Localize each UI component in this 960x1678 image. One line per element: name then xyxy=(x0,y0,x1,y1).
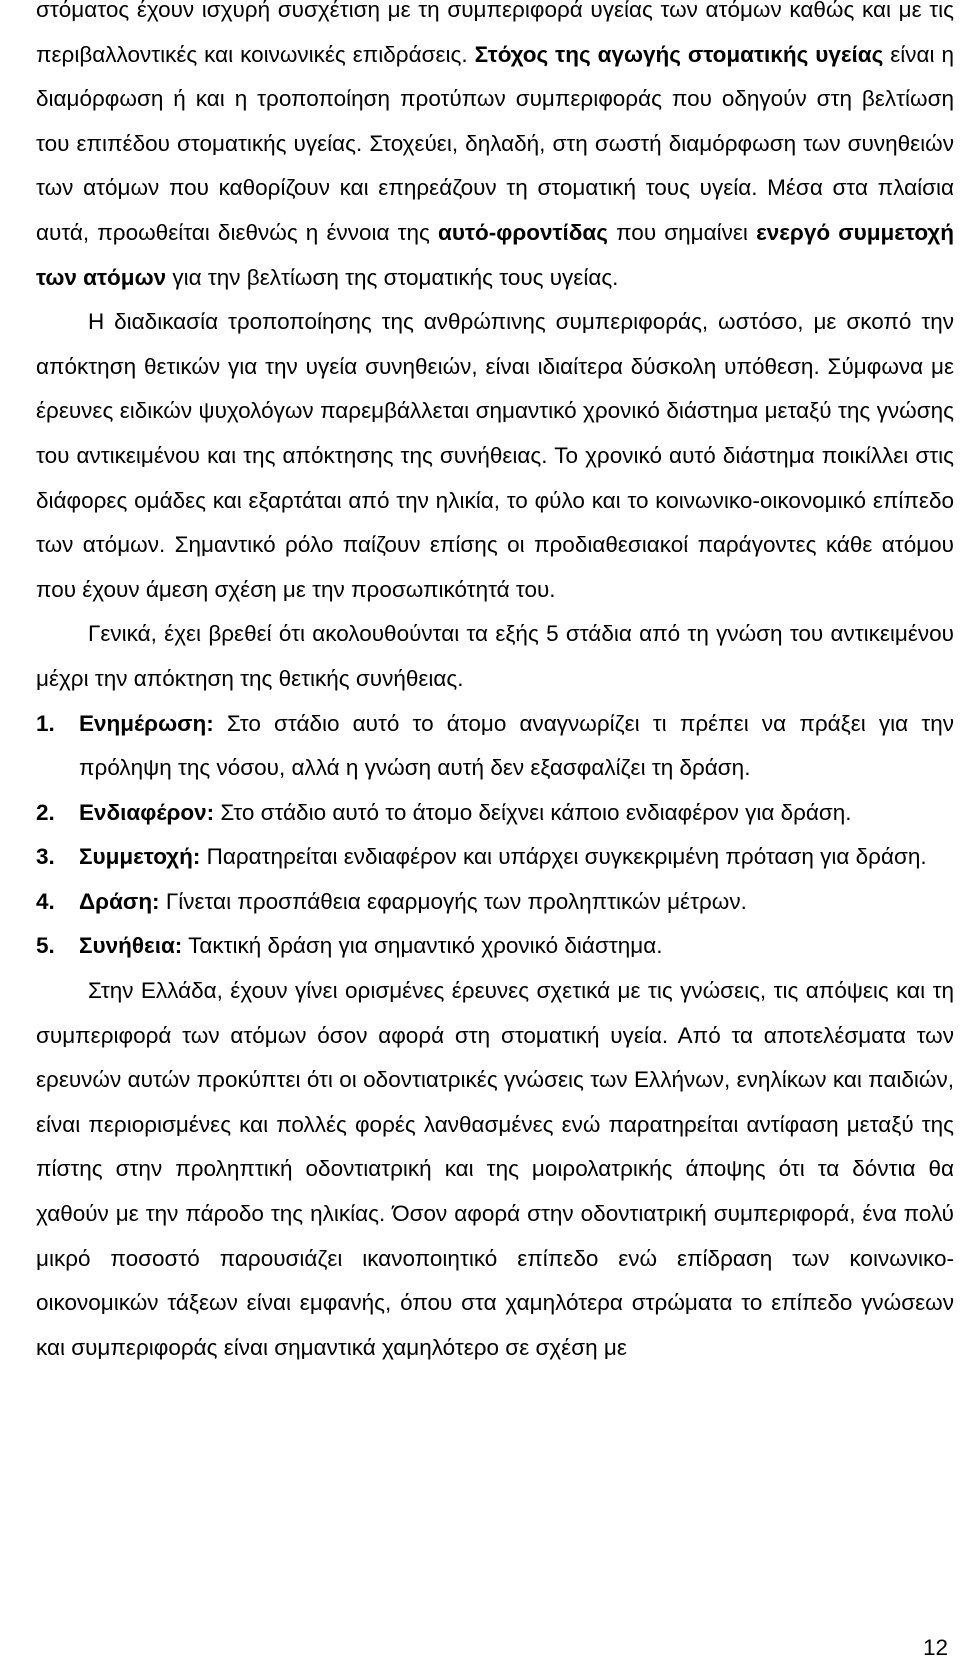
paragraph-behavior-modification: Η διαδικασία τροποποίησης της ανθρώπινης συμπεριφοράς, ωστόσο, με σκοπό την απόκτηση θετικών για την υγεία συνηθειών, είναι ιδιαίτερα δύσκολη υπόθεση. Σύμφωνα με έρευνες ειδικών ψυχολόγων παρεμβάλλεται σημαντικό χρονικό διάστημα μεταξύ της γνώσης του αντικειμένου και της απόκτησης της συνήθειας. Το χρονικό αυτό διάστημα ποικίλλει στις διάφορες ομάδες και εξαρτάται από την ηλικία, το φύλο και το κοινωνικο-οικονομικό επίπεδο των ατόμων. Σημαντικό ρόλο παίζουν επίσης οι προδιαθεσιακοί παράγοντες κάθε ατόμου που έχουν άμεση σχέση με την προσωπικότητά του. xyxy=(36,309,954,602)
list-item xyxy=(36,791,954,836)
list-description: Στο στάδιο αυτό το άτομο αναγνωρίζει τι πρέπει να πράξει για την πρόληψη της νόσου, αλλά η γνώση αυτή δεν εξασφαλίζει τη δράση. xyxy=(79,710,954,781)
list-description: Στο στάδιο αυτό το άτομο δείχνει κάποιο ενδιαφέρον για δράση. xyxy=(214,799,852,825)
page-number: 12 xyxy=(922,1635,948,1660)
list-item xyxy=(36,924,954,969)
list-item xyxy=(36,880,954,925)
list-description: Παρατηρείται ενδιαφέρον και υπάρχει συγκεκριμένη πρόταση για δράση. xyxy=(200,844,927,870)
list-number: 3. xyxy=(36,844,55,870)
list-term: Συμμετοχή: xyxy=(79,844,201,870)
paragraph-greece-research: Στην Ελλάδα, έχουν γίνει ορισμένες έρευνες σχετικά με τις γνώσεις, τις απόψεις και τη συμπεριφορά των ατόμων όσον αφορά στη στοματική υγεία. Από τα αποτελέσματα των ερευνών αυτών προκύπτει ότι οι οδοντιατρικές γνώσεις των Ελλήνων, ενηλίκων και παιδιών, είναι περιορισμένες και πολλές φορές λανθασμένες ενώ παρατηρείται αντίφαση μεταξύ της πίστης στην προληπτική οδοντιατρική και της μοιρολατρικής άποψης ότι τα δόντια θα χαθούν με την πάροδο της ηλικίας. Όσον αφορά στην οδοντιατρική συμπεριφορά, ένα πολύ μικρό ποσοστό παρουσιάζει ικανοποιητικό επίπεδο ενώ επίδραση των κοινωνικο-οικονομικών τάξεων είναι εμφανής, όπου στα χαμηλότερα στρώματα το επίπεδο γνώσεων και συμπεριφοράς είναι σημαντικά χαμηλότερο σε σχέση με xyxy=(36,978,954,1360)
list-number: 5. xyxy=(36,933,55,959)
list-term: Συνήθεια: xyxy=(79,933,183,959)
paragraph-stages-intro: Γενικά, έχει βρεθεί ότι ακολουθούνται τα εξής 5 στάδια από τη γνώση του αντικειμένου μέχρι την απόκτηση της θετικής συνήθειας. xyxy=(36,621,954,691)
list-item-text xyxy=(79,791,954,836)
bold-term-active-participation: ενεργό συμμετοχή των ατόμων xyxy=(36,219,954,290)
bold-term-oral-health-education-goal: Στόχος της αγωγής στοματικής υγείας xyxy=(474,41,884,67)
stages-list xyxy=(36,702,954,970)
list-number: 4. xyxy=(36,888,55,914)
list-item-text xyxy=(79,835,954,880)
paragraph-text: που σημαίνει xyxy=(607,219,757,245)
paragraph-text: είναι η διαμόρφωση ή και η τροποποίηση προτύπων συμπεριφοράς που οδηγούν στη βελτίωση του επιπέδου στοματικής υγείας. Στοχεύει, δηλαδή, στη σωστή διαμόρφωση των συνηθειών των ατόμων που καθορίζουν και επηρεάζουν τη στοματική τους υγεία. Μέσα στα πλαίσια αυτά, προωθείται διεθνώς η έννοια της xyxy=(36,41,954,245)
list-number: 2. xyxy=(36,799,55,825)
list-number: 1. xyxy=(36,710,55,736)
list-item xyxy=(36,702,954,791)
paragraph-oral-health-education-goal xyxy=(36,0,954,300)
document-page xyxy=(36,0,954,1370)
bold-term-self-care: αυτό-φροντίδας xyxy=(438,219,608,245)
list-item-text xyxy=(79,702,954,791)
paragraph-text: στόματος έχουν ισχυρή συσχέτιση με τη συμπεριφορά υγείας των ατόμων καθώς και με τις περιβαλλοντικές και κοινωνικές επιδράσεις. xyxy=(36,0,954,67)
list-item xyxy=(36,835,954,880)
list-term: Ενημέρωση: xyxy=(79,710,214,736)
list-description: Τακτική δράση για σημαντικό χρονικό διάστημα. xyxy=(182,933,663,959)
paragraph-text: για την βελτίωση της στοματικής τους υγείας. xyxy=(166,264,619,290)
list-term: Δράση: xyxy=(79,888,160,914)
list-item-text xyxy=(79,880,954,925)
list-item-text xyxy=(79,924,954,969)
list-description: Γίνεται προσπάθεια εφαρμογής των προληπτικών μέτρων. xyxy=(159,888,747,914)
list-term: Ενδιαφέρον: xyxy=(79,799,215,825)
